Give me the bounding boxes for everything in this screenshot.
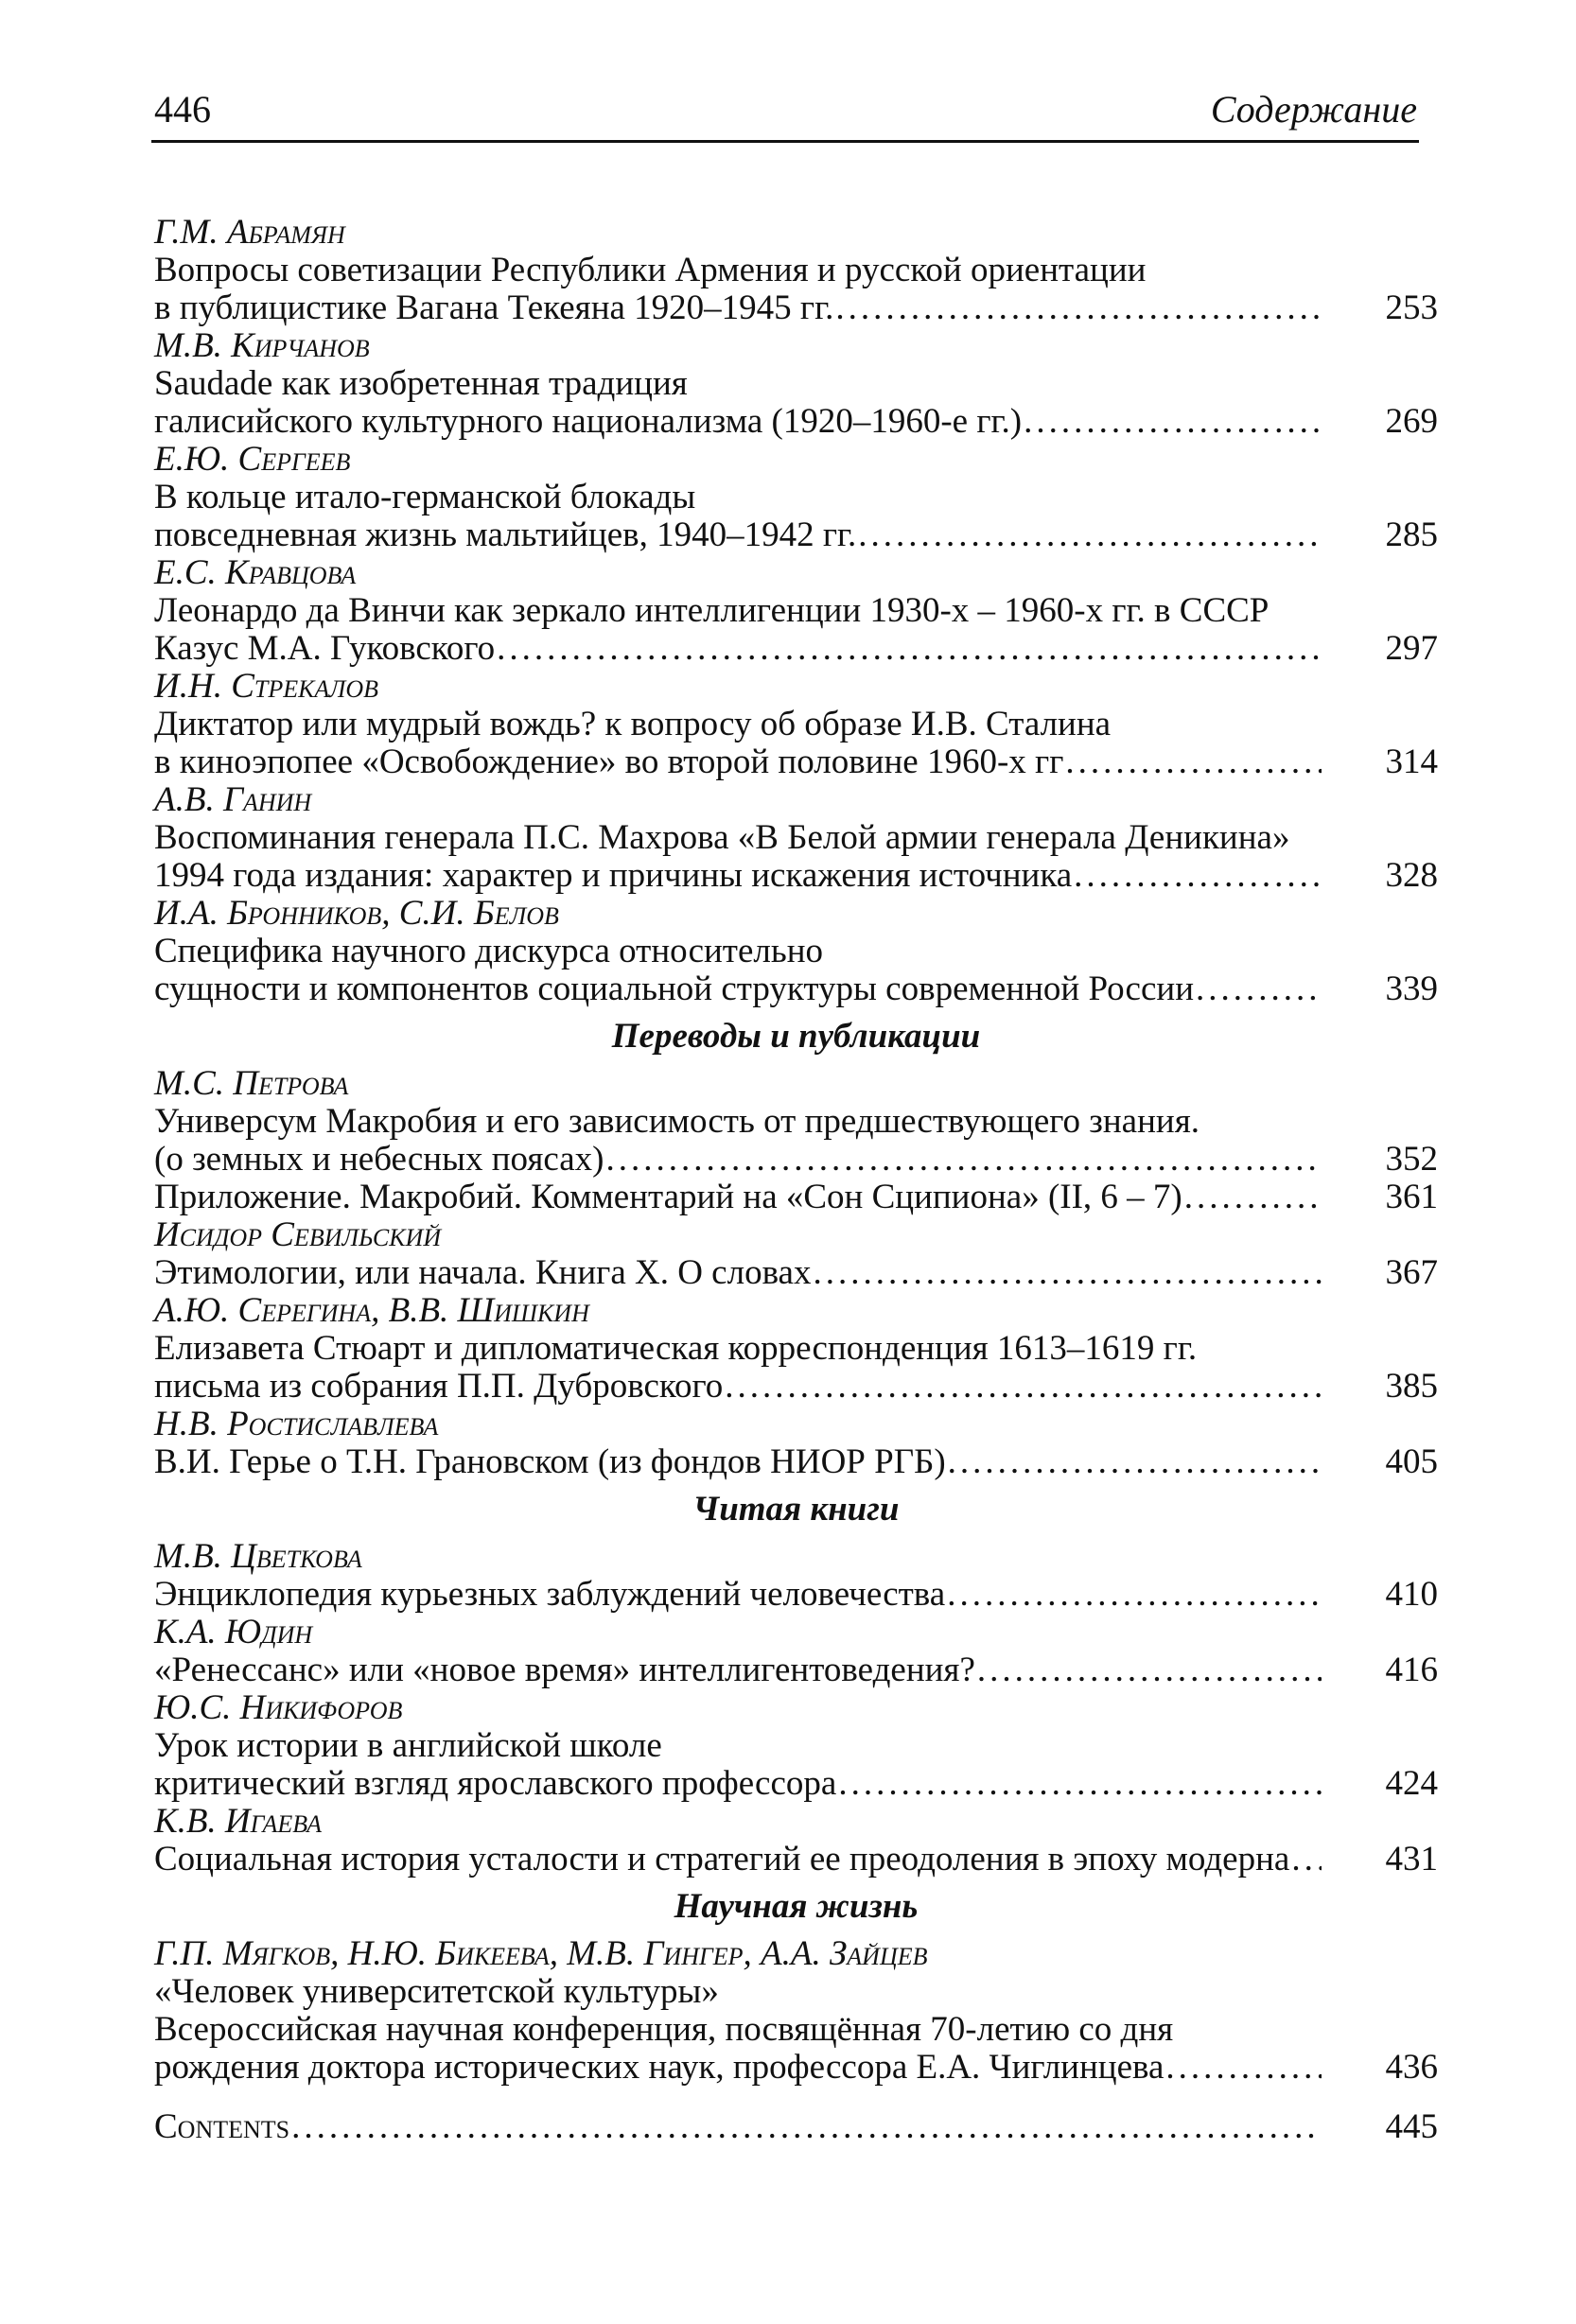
entry-title-line: Леонардо да Винчи как зеркало интеллигенции 1930-х – 1960-х гг. в СССР — [154, 591, 1270, 630]
entry-leader — [154, 1179, 1322, 1216]
entry-authors: М.В. Цветкова — [154, 1537, 362, 1576]
toc-entry — [154, 214, 1438, 327]
entry-page-number: 352 — [1385, 1140, 1438, 1179]
dot-leader — [856, 516, 1322, 554]
entry-leader — [154, 2049, 1322, 2087]
toc-entry-line[interactable] — [154, 1765, 1438, 1803]
dot-leader — [811, 1254, 1322, 1292]
entry-title: письма из собрания П.П. Дубровского — [154, 1368, 724, 1406]
entry-authors: Н.В. Ростиславлева — [154, 1405, 439, 1443]
toc-entry-line[interactable] — [154, 289, 1438, 327]
running-title: Содержание — [1210, 88, 1417, 131]
entry-title: Казус М.А. Гуковского — [154, 630, 496, 668]
entry-title: Социальная история усталости и стратегий ее преодоления в эпоху модерна — [154, 1841, 1290, 1878]
page-number: 446 — [154, 88, 211, 131]
toc-entry — [154, 1689, 1438, 1803]
entry-title: Этимологии, или начала. Книга X. О словах — [154, 1254, 812, 1292]
entry-authors: И.А. Бронников, С.И. Белов — [154, 894, 559, 933]
entry-title: критический взгляд ярославского профессора — [154, 1765, 837, 1803]
toc-entry-line[interactable] — [154, 1141, 1438, 1179]
toc-entry-line[interactable] — [154, 1179, 1438, 1216]
entry-title-line: Диктатор или мудрый вождь? к вопросу об образе И.В. Сталина — [154, 705, 1112, 743]
toc-entry — [154, 1538, 1438, 1614]
toc-entry-line[interactable] — [154, 403, 1438, 441]
toc-entry-line[interactable] — [154, 743, 1438, 781]
toc-entry — [154, 781, 1438, 895]
entry-title: в киноэпопее «Освобождение» во второй половине 1960-х гг — [154, 743, 1064, 781]
entry-leader — [154, 1443, 1322, 1481]
entry-page-number: 416 — [1385, 1651, 1438, 1689]
entry-title-line: Saudade как изобретенная традиция — [154, 364, 688, 403]
header-rule — [151, 140, 1419, 143]
entry-title: Contents — [154, 2108, 290, 2146]
entry-page-number: 361 — [1385, 1178, 1438, 1216]
table-of-contents — [154, 214, 1438, 2146]
entry-title: в публицистике Вагана Текеяна 1920–1945 гг. — [154, 289, 834, 327]
entry-title-line: Вопросы советизации Республики Армения и русской ориентации — [154, 251, 1147, 289]
entry-page-number: 405 — [1385, 1442, 1438, 1481]
dot-leader — [604, 1141, 1322, 1179]
entry-page-number: 445 — [1385, 2107, 1438, 2146]
entry-page-number: 328 — [1385, 856, 1438, 895]
entry-authors: А.Ю. Серегина, В.В. Шишкин — [154, 1291, 589, 1330]
entry-title: (о земных и небесных поясах) — [154, 1141, 604, 1179]
entry-leader — [154, 1254, 1322, 1292]
entry-leader — [154, 1841, 1322, 1878]
dot-leader — [289, 2108, 1322, 2146]
dot-leader — [833, 289, 1322, 327]
toc-entry-line[interactable] — [154, 970, 1438, 1008]
toc-entry-line[interactable] — [154, 1841, 1438, 1878]
dot-leader — [945, 1576, 1322, 1614]
toc-entry — [154, 1065, 1438, 1216]
dot-leader — [1194, 970, 1322, 1008]
dot-leader — [1072, 857, 1322, 895]
entry-title: рождения доктора исторических наук, профессора Е.А. Чиглинцева — [154, 2049, 1164, 2087]
entry-title-line: Универсум Макробия и его зависимость от предшествующего знания. — [154, 1102, 1200, 1141]
dot-leader — [1289, 1841, 1322, 1878]
entry-leader — [154, 857, 1322, 895]
entry-title: «Ренессанс» или «новое время» интеллигентоведения? — [154, 1651, 975, 1689]
entry-title-line: Урок истории в английской школе — [154, 1726, 662, 1765]
entry-authors: М.С. Петрова — [154, 1064, 349, 1103]
entry-title: Энциклопедия курьезных заблуждений человечества — [154, 1576, 946, 1614]
toc-entry — [154, 1935, 1438, 2087]
entry-authors: К.В. Игаева — [154, 1802, 323, 1841]
toc-entry-line[interactable] — [154, 1368, 1438, 1406]
toc-entry — [154, 1292, 1438, 1406]
toc-entry — [154, 1216, 1438, 1292]
entry-leader — [154, 1576, 1322, 1614]
entry-authors: К.А. Юдин — [154, 1613, 313, 1651]
entry-page-number: 367 — [1385, 1253, 1438, 1292]
toc-entry-line[interactable] — [154, 1254, 1438, 1292]
entry-title: галисийского культурного национализма (1920–1960-е гг.) — [154, 403, 1023, 441]
entry-page-number: 269 — [1385, 402, 1438, 441]
entry-leader — [154, 970, 1322, 1008]
toc-entry — [154, 441, 1438, 554]
entry-title-line: В кольце итало-германской блокады — [154, 478, 696, 516]
entry-title: сущности и компонентов социальной структуры современной России — [154, 970, 1194, 1008]
toc-entry-line[interactable] — [154, 2108, 1438, 2146]
toc-entry-line[interactable] — [154, 857, 1438, 895]
toc-entry-line[interactable] — [154, 516, 1438, 554]
entry-leader — [154, 743, 1322, 781]
entry-page-number: 253 — [1385, 288, 1438, 327]
entry-authors: Ю.С. Никифоров — [154, 1688, 403, 1727]
toc-entry-line[interactable] — [154, 1576, 1438, 1614]
entry-leader — [154, 1368, 1322, 1406]
entry-authors: М.В. Кирчанов — [154, 326, 370, 365]
dot-leader — [836, 1765, 1322, 1803]
dot-leader — [1164, 2049, 1322, 2087]
dot-leader — [1022, 403, 1322, 441]
entry-authors: И.Н. Стрекалов — [154, 667, 378, 706]
entry-leader — [154, 516, 1322, 554]
entry-title: 1994 года издания: характер и причины искажения источника — [154, 857, 1073, 895]
dot-leader — [975, 1651, 1322, 1689]
toc-entry-line[interactable] — [154, 1651, 1438, 1689]
toc-entry — [154, 1406, 1438, 1481]
toc-entry — [154, 554, 1438, 668]
entry-page-number: 339 — [1385, 970, 1438, 1008]
entry-title-line: «Человек университетской культуры» — [154, 1972, 719, 2011]
section-heading: Читая книги — [692, 1490, 900, 1529]
dot-leader — [723, 1368, 1322, 1406]
entry-leader — [154, 1765, 1322, 1803]
entry-page-number: 385 — [1385, 1367, 1438, 1406]
toc-entry — [154, 895, 1438, 1008]
entry-authors: Е.С. Кравцова — [154, 553, 357, 592]
entry-authors: А.В. Ганин — [154, 780, 312, 819]
section-heading: Научная жизнь — [674, 1887, 919, 1926]
entry-leader — [154, 1141, 1322, 1179]
entry-leader — [154, 2108, 1322, 2146]
entry-leader — [154, 403, 1322, 441]
entry-page-number: 424 — [1385, 1764, 1438, 1803]
entry-page-number: 297 — [1385, 629, 1438, 668]
entry-page-number: 285 — [1385, 515, 1438, 554]
entry-title-line: Елизавета Стюарт и дипломатическая корреспонденция 1613–1619 гг. — [154, 1329, 1198, 1368]
entry-leader — [154, 1651, 1322, 1689]
toc-entry — [154, 668, 1438, 781]
dot-leader — [1063, 743, 1322, 781]
toc-entry-line[interactable] — [154, 630, 1438, 668]
entry-page-number: 436 — [1385, 2048, 1438, 2087]
entry-title-line: Воспоминания генерала П.С. Махрова «В Белой армии генерала Деникина» — [154, 818, 1290, 857]
entry-page-number: 410 — [1385, 1575, 1438, 1614]
entry-page-number: 431 — [1385, 1840, 1438, 1878]
section-heading: Переводы и публикации — [611, 1017, 981, 1056]
entry-authors: Г.П. Мягков, Н.Ю. Бикеева, М.В. Гингер, А.А. Зайцев — [154, 1934, 928, 1973]
toc-entry — [154, 1803, 1438, 1878]
entry-title: повседневная жизнь мальтийцев, 1940–1942 гг. — [154, 516, 857, 554]
dot-leader — [1182, 1179, 1322, 1216]
entry-leader — [154, 289, 1322, 327]
toc-entry — [154, 327, 1438, 441]
toc-entry-line[interactable] — [154, 1443, 1438, 1481]
dot-leader — [946, 1443, 1322, 1481]
toc-entry-line[interactable] — [154, 2049, 1438, 2087]
entry-title: Приложение. Макробий. Комментарий на «Сон Сципиона» (II, 6 – 7) — [154, 1179, 1182, 1216]
entry-title-line: Всероссийская научная конференция, посвящённая 70-летию со дня — [154, 2010, 1174, 2049]
toc-entry — [154, 1614, 1438, 1689]
entry-page-number: 314 — [1385, 743, 1438, 781]
entry-authors: Исидор Севильский — [154, 1215, 442, 1254]
entry-title: В.И. Герье о Т.Н. Грановском (из фондов НИОР РГБ) — [154, 1443, 946, 1481]
dot-leader — [495, 630, 1322, 668]
entry-authors: Е.Ю. Сергеев — [154, 440, 351, 479]
entry-leader — [154, 630, 1322, 668]
entry-title-line: Специфика научного дискурса относительно — [154, 932, 824, 970]
entry-authors: Г.М. Абрамян — [154, 213, 345, 252]
